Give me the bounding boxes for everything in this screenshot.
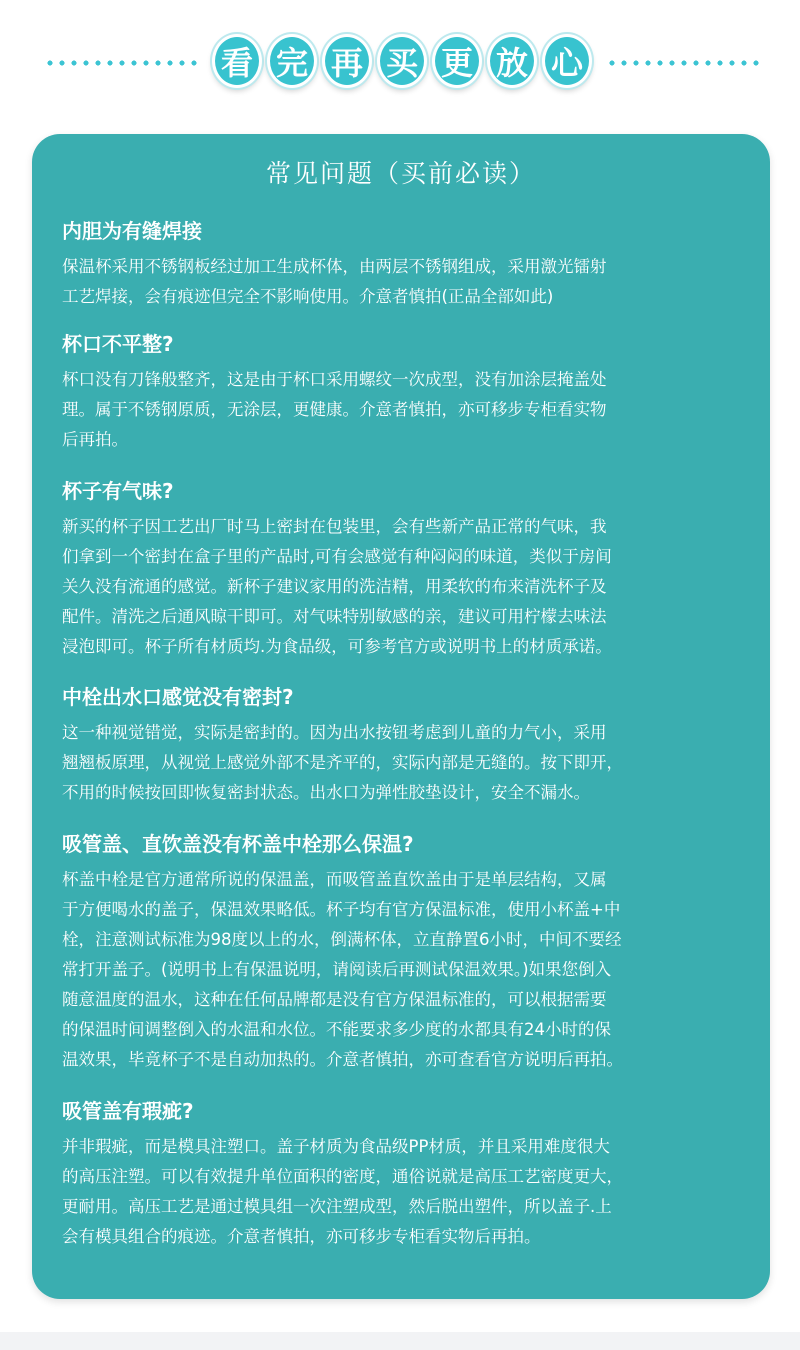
faq-question: 吸管盖有瑕疵? [62,1099,194,1123]
faq-answer [62,865,752,1075]
faq-answer [62,512,752,662]
faq-question: 内胆为有缝焊接 [62,219,202,243]
faq-question: 杯口不平整? [62,332,174,356]
banner-char: 放 [487,34,537,88]
faq-answer-line: 杯盖中栓是官方通常所说的保温盖，而吸管盖直饮盖由于是单层结构，又属 [62,870,607,889]
faq-question: 杯子有气味? [62,479,174,503]
faq-item-cup-rim [62,329,752,455]
faq-answer [62,718,752,808]
faq-item-weld-seam [62,216,752,312]
banner-char: 再 [322,34,372,88]
banner-char: 完 [267,34,317,88]
faq-answer-line: 杯口没有刀锋般整齐，这是由于杯口采用螺纹一次成型，没有加涂层掩盖处 [62,370,607,389]
banner-char: 看 [212,34,262,88]
faq-answer-line: 会有模具组合的痕迹。介意者慎拍，亦可移步专柜看实物后再拍。 [62,1227,541,1246]
faq-answer-line: 栓，注意测试标准为98度以上的水，倒满杯体，立直静置6小时，中间不要经 [62,930,622,949]
faq-answer [62,365,752,455]
faq-answer-line: 并非瑕疵，而是模具注塑口。盖子材质为食品级PP材质，并且采用难度很大 [62,1137,610,1156]
faq-item-insulation [62,829,752,1075]
card-title: 常见问题（买前必读） [265,159,536,188]
faq-answer-line: 后再拍。 [62,430,128,449]
bottom-strip [0,1332,800,1350]
faq-answer-line: 的高压注塑。可以有效提升单位面积的密度，通俗说就是高压工艺密度更大， [62,1167,623,1186]
banner-char: 心 [542,34,592,88]
faq-answer-line: 随意温度的温水，这种在任何品牌都是没有官方保温标准的，可以根据需要 [62,990,607,1009]
faq-answer-line: 们拿到一个密封在盒子里的产品时,可有会感觉有种闷闷的味道，类似于房间 [62,547,612,566]
faq-question: 中栓出水口感觉没有密封? [62,685,294,709]
dotted-line-left [44,60,200,66]
faq-answer-line: 更耐用。高压工艺是通过模具组一次注塑成型，然后脱出塑件，所以盖子.上 [62,1197,612,1216]
faq-answer [62,252,752,312]
faq-answer-line: 工艺焊接，会有痕迹但完全不影响使用。介意者慎拍(正品全部如此) [62,287,554,306]
faq-answer-line: 保温杯采用不锈钢板经过加工生成杯体，由两层不锈钢组成，采用激光镭射 [62,257,607,276]
faq-card [32,134,770,1299]
faq-question: 吸管盖、直饮盖没有杯盖中栓那么保温? [62,832,414,856]
faq-answer-line: 于方便喝水的盖子，保温效果略低。杯子均有官方保温标准，使用小杯盖+中 [62,900,621,919]
banner-title [212,34,592,92]
faq-answer-line: 不用的时候按回即恢复密封状态。出水口为弹性胶垫设计，安全不漏水。 [62,783,590,802]
faq-answer-line: 浸泡即可。杯子所有材质均.为食品级，可参考官方或说明书上的材质承诺。 [62,637,612,656]
banner-char: 更 [432,34,482,88]
faq-answer-line: 关久没有流通的感觉。新杯子建议家用的洗洁精，用柔软的布来清洗杯子及 [62,577,607,596]
faq-item-lid-flaw [62,1096,752,1252]
faq-answer-line: 这一种视觉错觉，实际是密封的。因为出水按钮考虑到儿童的力气小，采用 [62,723,607,742]
banner-char: 买 [377,34,427,88]
faq-answer-line: 常打开盖子。(说明书上有保温说明，请阅读后再测试保温效果。)如果您倒入 [62,960,612,979]
faq-answer-line: 配件。清洗之后通风晾干即可。对气味特别敏感的亲，建议可用柠檬去味法 [62,607,607,626]
faq-item-outlet-seal [62,682,752,808]
faq-answer [62,1132,752,1252]
faq-answer-line: 新买的杯子因工艺出厂时马上密封在包装里，会有些新产品正常的气味，我 [62,517,607,536]
faq-answer-line: 的保温时间调整倒入的水温和水位。不能要求多少度的水都具有24小时的保 [62,1020,611,1039]
faq-item-odor [62,476,752,662]
dotted-line-right [606,60,762,66]
faq-answer-line: 理。属于不锈钢原质，无涂层，更健康。介意者慎拍，亦可移步专柜看实物 [62,400,607,419]
faq-answer-line: 翘翘板原理，从视觉上感觉外部不是齐平的，实际内部是无缝的。按下即开， [62,753,623,772]
faq-answer-line: 温效果，毕竟杯子不是自动加热的。介意者慎拍，亦可查看官方说明后再拍。 [62,1050,623,1069]
banner [0,0,800,120]
